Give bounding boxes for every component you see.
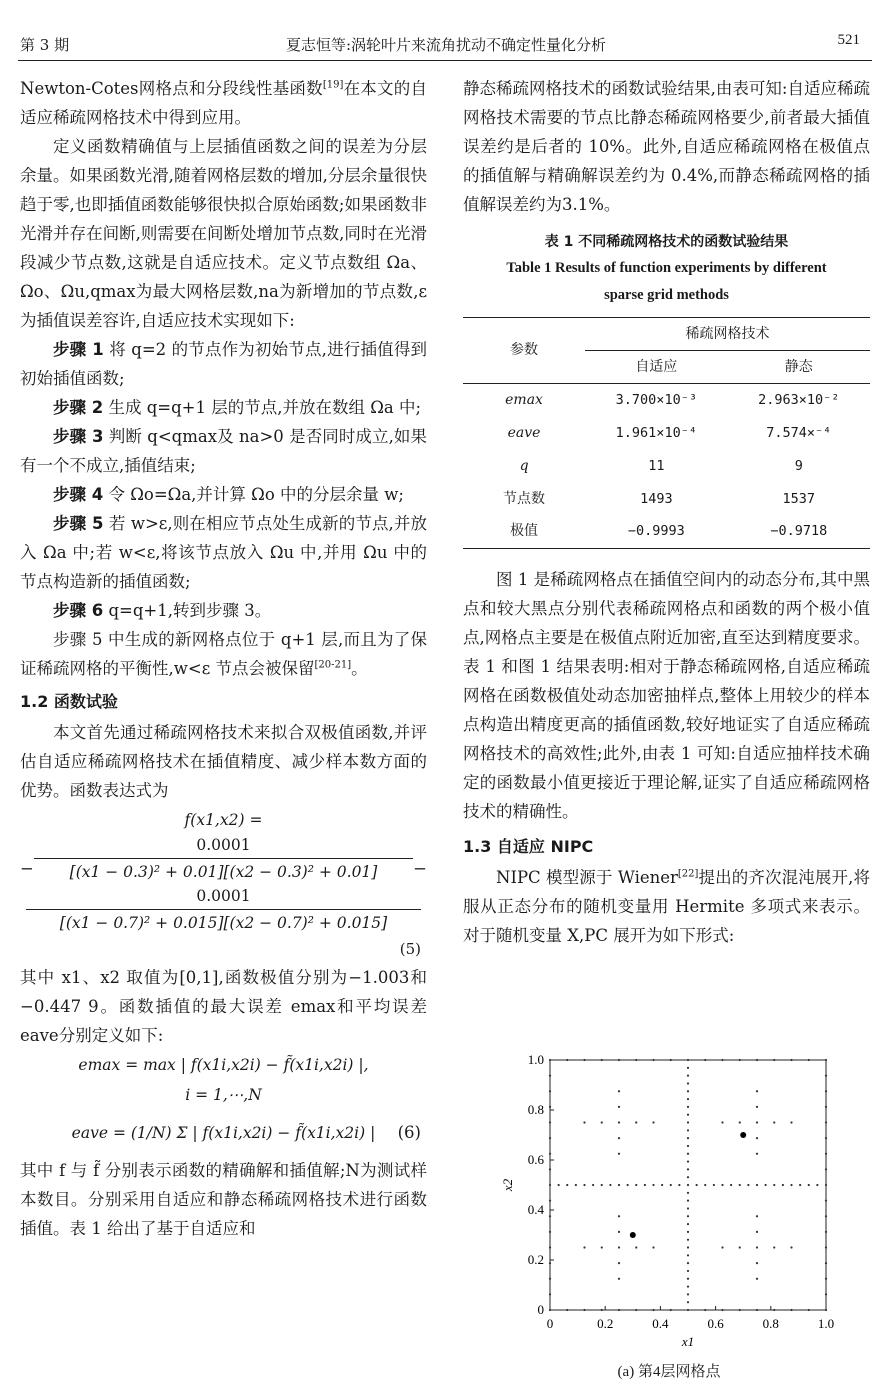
grid-point bbox=[670, 1184, 672, 1186]
grid-point bbox=[583, 1309, 585, 1311]
grid-point bbox=[687, 1246, 689, 1248]
minimum-point bbox=[630, 1232, 636, 1238]
grid-point bbox=[627, 1184, 629, 1186]
grid-point bbox=[730, 1184, 732, 1186]
grid-point bbox=[566, 1184, 568, 1186]
grid-point bbox=[739, 1246, 741, 1248]
grid-point bbox=[713, 1184, 715, 1186]
grid-point bbox=[618, 1121, 620, 1123]
grid-point bbox=[635, 1059, 637, 1061]
grid-point bbox=[756, 1184, 758, 1186]
grid-point bbox=[721, 1246, 723, 1248]
section-heading: 1.3 自适应 NIPC bbox=[463, 837, 594, 856]
grid-point bbox=[704, 1309, 706, 1311]
grid-point bbox=[549, 1278, 551, 1280]
grid-point bbox=[583, 1121, 585, 1123]
paragraph: 图 1 是稀疏网格点在插值空间内的动态分布,其中黑点和较大黑点分别代表稀疏网格点和函数的两个极小值点,网格点主要是在极值点附近加密,直至达到精度要求。表 1 和图 1 结果表明:相对于静态稀疏网格,自适应稀疏网格在函数极值处动态加密抽样点,整体上用较少的样本点构造出精度更高的插值函数,较好地证实了自适应稀疏网格技术的高效性;此外,由表 1 可知:自适应抽样技术确定的函数最小值更接近于理论解,证实了自适应稀疏网格技术的精确性。 bbox=[463, 570, 870, 821]
grid-point bbox=[825, 1309, 827, 1311]
issue-label: 第 3 期 bbox=[20, 36, 70, 54]
table-cell: 1493 bbox=[640, 490, 673, 507]
grid-point bbox=[825, 1059, 827, 1061]
paragraph: 定义函数精确值与上层插值函数之间的误差为分层余量。如果函数光滑,随着网格层数的增加,分层余量很快趋于零,也即插值函数能够很快拟合原始函数;如果函数非光滑并存在间断,则需要在间断处增加节点数,同时在光滑段减少节点数,这就是自适应技术。定义节点数组 Ωa、Ωo、Ωu,qmax为最大网格层数,na为新增加的节点数,ε 为插值误差容许,自适应技术实现如下: bbox=[20, 137, 427, 330]
fraction-denominator: [(x1 − 0.7)² + 0.015][(x2 − 0.7)² + 0.015] bbox=[59, 914, 388, 932]
table-cell: 9 bbox=[794, 457, 803, 474]
grid-point bbox=[652, 1059, 654, 1061]
equation-number: (6) bbox=[397, 1123, 421, 1142]
grid-point bbox=[687, 1262, 689, 1264]
grid-point bbox=[549, 1059, 551, 1061]
grid-point bbox=[687, 1168, 689, 1170]
grid-point bbox=[601, 1059, 603, 1061]
grid-point bbox=[601, 1121, 603, 1123]
grid-point bbox=[652, 1246, 654, 1248]
table-row bbox=[463, 450, 870, 483]
grid-point bbox=[756, 1153, 758, 1155]
grid-point bbox=[549, 1121, 551, 1123]
grid-point bbox=[618, 1231, 620, 1233]
grid-point bbox=[825, 1075, 827, 1077]
grid-point bbox=[549, 1153, 551, 1155]
text: 。 bbox=[351, 659, 368, 678]
grid-point bbox=[721, 1184, 723, 1186]
grid-point bbox=[635, 1309, 637, 1311]
table-cell: 极值 bbox=[463, 516, 585, 549]
table-caption-cn: 表 1 不同稀疏网格技术的函数试验结果 bbox=[544, 234, 789, 250]
grid-point bbox=[618, 1246, 620, 1248]
fraction-numerator: 0.0001 bbox=[196, 836, 251, 854]
step-1 bbox=[20, 335, 427, 393]
fraction-denominator: [(x1 − 0.3)² + 0.01][(x2 − 0.3)² + 0.01] bbox=[69, 863, 378, 881]
grid-point bbox=[773, 1121, 775, 1123]
grid-point bbox=[601, 1246, 603, 1248]
page-number: 521 bbox=[837, 32, 860, 48]
grid-point bbox=[825, 1200, 827, 1202]
grid-point bbox=[618, 1106, 620, 1108]
grid-point bbox=[661, 1184, 663, 1186]
table-cell: q bbox=[519, 457, 529, 474]
table-caption-en: sparse grid methods bbox=[604, 287, 729, 303]
grid-point bbox=[618, 1309, 620, 1311]
grid-point bbox=[825, 1293, 827, 1295]
grid-point bbox=[549, 1262, 551, 1264]
grid-point bbox=[687, 1285, 689, 1287]
table-cell: −0.9993 bbox=[585, 516, 727, 549]
grid-point bbox=[790, 1059, 792, 1061]
grid-point bbox=[618, 1090, 620, 1092]
grid-point bbox=[687, 1192, 689, 1194]
grid-point bbox=[773, 1246, 775, 1248]
grid-point bbox=[558, 1184, 560, 1186]
grid-point bbox=[687, 1137, 689, 1139]
grid-point bbox=[549, 1293, 551, 1295]
grid-point bbox=[756, 1059, 758, 1061]
grid-point bbox=[721, 1121, 723, 1123]
grid-point bbox=[756, 1215, 758, 1217]
right-column bbox=[463, 74, 870, 950]
grid-point bbox=[635, 1121, 637, 1123]
grid-point bbox=[687, 1270, 689, 1272]
grid-point bbox=[687, 1176, 689, 1178]
grid-point bbox=[747, 1184, 749, 1186]
sparse-grid-figure bbox=[494, 1046, 844, 1386]
table-cell: 1.961×10⁻⁴ bbox=[615, 424, 697, 441]
grid-point bbox=[721, 1059, 723, 1061]
page-header bbox=[20, 28, 872, 60]
grid-point bbox=[549, 1215, 551, 1217]
grid-point bbox=[756, 1231, 758, 1233]
y-tick-label: 0.8 bbox=[527, 1102, 544, 1117]
table-header-adaptive: 自适应 bbox=[585, 351, 727, 384]
step-text: q=q+1,转到步骤 3。 bbox=[108, 601, 272, 620]
grid-point bbox=[549, 1200, 551, 1202]
step-text: 令 Ωo=Ωa,并计算 Ωo 中的分层余量 w; bbox=[108, 485, 404, 504]
figure-caption: (a) 第4层网格点 bbox=[617, 1364, 721, 1380]
grid-point bbox=[739, 1121, 741, 1123]
grid-point bbox=[825, 1137, 827, 1139]
text: 步骤 5 中生成的新网格点位于 q+1 层,而且为了保证稀疏网格的平衡性,w<ε 节点会被保留 bbox=[20, 630, 427, 678]
x-tick-label: 0.8 bbox=[762, 1316, 779, 1331]
paragraph: 其中 f 与 f̃ 分别表示函数的精确解和插值解;N为测试样本数目。分别采用自适应和静态稀疏网格技术进行函数插值。表 1 给出了基于自适应和 bbox=[20, 1161, 427, 1238]
equation-lhs: f(x1,x2) = bbox=[184, 811, 263, 829]
grid-point bbox=[825, 1106, 827, 1108]
grid-point bbox=[644, 1184, 646, 1186]
grid-point bbox=[566, 1309, 568, 1311]
grid-point bbox=[808, 1309, 810, 1311]
step-text: 若 w>ε,则在相应节点处生成新的节点,并放入 Ωa 中;若 w<ε,将该节点放入 Ωu 中,并用 Ωu 中的节点构造新的插值函数; bbox=[20, 514, 428, 591]
grid-point bbox=[765, 1184, 767, 1186]
section-heading: 1.2 函数试验 bbox=[20, 692, 118, 711]
grid-point bbox=[678, 1184, 680, 1186]
grid-point bbox=[756, 1121, 758, 1123]
step-label: 步骤 2 bbox=[53, 398, 104, 417]
grid-point bbox=[790, 1246, 792, 1248]
running-title: 夏志恒等:涡轮叶片来流角扰动不确定性量化分析 bbox=[285, 36, 607, 54]
step-label: 步骤 4 bbox=[53, 485, 104, 504]
y-axis-label: x2 bbox=[500, 1178, 515, 1192]
grid-point bbox=[583, 1059, 585, 1061]
left-column bbox=[20, 74, 427, 1243]
x-tick-label: 0.4 bbox=[652, 1316, 669, 1331]
grid-point bbox=[756, 1137, 758, 1139]
text: 提出的齐次混沌展开,将服从正态分布的随机变量用 Hermite 多项式来表示。对于随机变量 X,PC 展开为如下形式: bbox=[463, 868, 870, 945]
grid-point bbox=[687, 1207, 689, 1209]
grid-point bbox=[618, 1278, 620, 1280]
grid-point bbox=[825, 1121, 827, 1123]
grid-point bbox=[756, 1106, 758, 1108]
step-label: 步骤 1 bbox=[53, 340, 104, 359]
grid-point bbox=[773, 1059, 775, 1061]
grid-point bbox=[652, 1121, 654, 1123]
step-4 bbox=[20, 480, 427, 509]
table-header-group: 稀疏网格技术 bbox=[585, 318, 870, 351]
grid-point bbox=[825, 1215, 827, 1217]
citation: [20-21] bbox=[314, 659, 352, 671]
grid-point bbox=[756, 1309, 758, 1311]
table-cell: 1537 bbox=[782, 490, 816, 507]
fraction-numerator: 0.0001 bbox=[196, 887, 251, 905]
citation: [19] bbox=[322, 79, 344, 91]
grid-point bbox=[687, 1278, 689, 1280]
equation-6 bbox=[20, 1050, 427, 1156]
grid-point bbox=[652, 1184, 654, 1186]
grid-point bbox=[825, 1278, 827, 1280]
grid-point bbox=[687, 1059, 689, 1061]
grid-point bbox=[756, 1262, 758, 1264]
results-table bbox=[463, 317, 870, 549]
grid-point bbox=[782, 1184, 784, 1186]
paragraph bbox=[20, 625, 427, 683]
table-row bbox=[463, 516, 870, 549]
grid-point bbox=[670, 1059, 672, 1061]
grid-point bbox=[687, 1090, 689, 1092]
grid-point bbox=[687, 1106, 689, 1108]
grid-point bbox=[549, 1075, 551, 1077]
grid-point bbox=[618, 1153, 620, 1155]
header-rule bbox=[18, 60, 872, 61]
paragraph bbox=[20, 74, 427, 132]
step-label: 步骤 6 bbox=[53, 601, 104, 620]
sparse-grid-plot bbox=[494, 1046, 844, 1358]
table-cell: 节点数 bbox=[503, 490, 546, 507]
grid-point bbox=[549, 1168, 551, 1170]
grid-point bbox=[825, 1153, 827, 1155]
grid-point bbox=[739, 1059, 741, 1061]
grid-point bbox=[773, 1309, 775, 1311]
grid-point bbox=[721, 1309, 723, 1311]
grid-point bbox=[687, 1231, 689, 1233]
grid-point bbox=[635, 1184, 637, 1186]
table-header-static: 静态 bbox=[728, 351, 870, 384]
grid-point bbox=[583, 1184, 585, 1186]
grid-point bbox=[549, 1231, 551, 1233]
table-cell: −0.9718 bbox=[728, 516, 870, 549]
step-6 bbox=[20, 596, 427, 625]
grid-point bbox=[696, 1184, 698, 1186]
grid-point bbox=[704, 1184, 706, 1186]
grid-point bbox=[601, 1309, 603, 1311]
grid-point bbox=[756, 1246, 758, 1248]
paragraph: 其中 x1、x2 取值为[0,1],函数极值分别为−1.003和−0.447 9。函数插值的最大误差 emax和平均误差 eave分别定义如下: bbox=[20, 968, 427, 1045]
grid-point bbox=[704, 1059, 706, 1061]
grid-point bbox=[825, 1168, 827, 1170]
grid-point bbox=[687, 1129, 689, 1131]
grid-point bbox=[687, 1082, 689, 1084]
grid-point bbox=[687, 1215, 689, 1217]
grid-point bbox=[652, 1309, 654, 1311]
grid-point bbox=[592, 1184, 594, 1186]
grid-point bbox=[618, 1215, 620, 1217]
y-tick-label: 0 bbox=[537, 1302, 544, 1317]
grid-point bbox=[687, 1067, 689, 1069]
table-cell: eave bbox=[507, 424, 541, 441]
grid-point bbox=[687, 1153, 689, 1155]
grid-point bbox=[687, 1160, 689, 1162]
equation-line: i = 1,⋯,N bbox=[185, 1086, 262, 1104]
y-tick-label: 0.2 bbox=[527, 1252, 544, 1267]
equation-5: f(x1,x2) = − 0.0001 [(x1 − 0.3)² + 0.01][(x2 − 0.3)² + 0.01] − 0.0001 [(x1 − 0.7)² + 0.015][(x2 − 0.7)² + 0.015] (5) bbox=[20, 807, 427, 963]
paragraph: 静态稀疏网格技术的函数试验结果,由表可知:自适应稀疏网格技术需要的节点比静态稀疏网格要少,前者最大插值误差约是后者的 10%。此外,自适应稀疏网格在极值点的插值解与精确解误差约为 0.4%,而静态稀疏网格的插值解误差约为3.1%。 bbox=[463, 79, 870, 214]
grid-point bbox=[549, 1090, 551, 1092]
step-3 bbox=[20, 422, 427, 480]
grid-point bbox=[687, 1301, 689, 1303]
text: Newton-Cotes网格点和分段线性基函数 bbox=[20, 79, 323, 98]
step-text: 将 q=2 的节点作为初始节点,进行插值得到初始插值函数; bbox=[20, 340, 427, 388]
step-text: 判断 q<qmax及 na>0 是否同时成立,如果有一个不成立,插值结束; bbox=[20, 427, 427, 475]
citation: [22] bbox=[677, 868, 699, 880]
grid-point bbox=[618, 1184, 620, 1186]
grid-point bbox=[825, 1246, 827, 1248]
table-header-param: 参数 bbox=[463, 318, 585, 384]
y-tick-label: 0.6 bbox=[527, 1152, 544, 1167]
x-tick-label: 0.6 bbox=[707, 1316, 724, 1331]
equation-line: eave = (1/N) Σ | f(x1i,x2i) − f̃(x1i,x2i) | bbox=[71, 1124, 376, 1142]
minimum-point bbox=[740, 1132, 746, 1138]
grid-point bbox=[799, 1184, 801, 1186]
grid-point bbox=[687, 1114, 689, 1116]
table-cell: 7.574×⁻⁴ bbox=[766, 424, 832, 441]
x-tick-label: 1.0 bbox=[817, 1316, 835, 1331]
grid-point bbox=[687, 1254, 689, 1256]
paragraph bbox=[463, 863, 870, 950]
grid-point bbox=[618, 1137, 620, 1139]
paragraph: 本文首先通过稀疏网格技术来拟合双极值函数,并评估自适应稀疏网格技术在插值精度、减少样本数方面的优势。函数表达式为 bbox=[20, 723, 427, 800]
step-label: 步骤 5 bbox=[53, 514, 104, 533]
grid-point bbox=[618, 1262, 620, 1264]
grid-point bbox=[609, 1184, 611, 1186]
grid-point bbox=[618, 1059, 620, 1061]
grid-point bbox=[739, 1184, 741, 1186]
grid-point bbox=[670, 1309, 672, 1311]
grid-point bbox=[790, 1121, 792, 1123]
grid-point bbox=[687, 1098, 689, 1100]
y-tick-label: 1.0 bbox=[527, 1052, 544, 1067]
grid-point bbox=[790, 1184, 792, 1186]
equation-line: emax = max | f(x1i,x2i) − f̃(x1i,x2i) |, bbox=[78, 1056, 369, 1074]
text: 在本文的自适应稀疏网格技术中得到应用。 bbox=[20, 79, 428, 127]
grid-point bbox=[808, 1184, 810, 1186]
grid-point bbox=[687, 1121, 689, 1123]
table-cell: emax bbox=[505, 391, 543, 408]
grid-point bbox=[756, 1090, 758, 1092]
grid-point bbox=[816, 1184, 818, 1186]
grid-point bbox=[739, 1309, 741, 1311]
text: NIPC 模型源于 Wiener bbox=[496, 868, 678, 887]
step-label: 步骤 3 bbox=[53, 427, 104, 446]
grid-point bbox=[687, 1075, 689, 1077]
step-5 bbox=[20, 509, 427, 596]
grid-point bbox=[549, 1184, 551, 1186]
grid-point bbox=[687, 1309, 689, 1311]
x-tick-label: 0.2 bbox=[597, 1316, 614, 1331]
step-text: 生成 q=q+1 层的节点,并放在数组 Ωa 中; bbox=[108, 398, 422, 417]
grid-point bbox=[549, 1309, 551, 1311]
grid-point bbox=[687, 1223, 689, 1225]
grid-point bbox=[825, 1262, 827, 1264]
grid-point bbox=[808, 1059, 810, 1061]
grid-point bbox=[566, 1059, 568, 1061]
x-tick-label: 0 bbox=[546, 1316, 554, 1331]
grid-point bbox=[825, 1231, 827, 1233]
table-caption-en: Table 1 Results of function experiments by different bbox=[506, 260, 827, 276]
grid-point bbox=[790, 1309, 792, 1311]
grid-point bbox=[575, 1184, 577, 1186]
table-row bbox=[463, 417, 870, 450]
y-tick-label: 0.4 bbox=[527, 1202, 544, 1217]
table-row bbox=[463, 384, 870, 417]
grid-point bbox=[549, 1137, 551, 1139]
grid-point bbox=[825, 1184, 827, 1186]
grid-point bbox=[687, 1200, 689, 1202]
grid-point bbox=[549, 1246, 551, 1248]
grid-point bbox=[549, 1106, 551, 1108]
step-2 bbox=[20, 393, 427, 422]
x-axis-label: x1 bbox=[681, 1334, 695, 1349]
grid-point bbox=[687, 1184, 689, 1186]
grid-point bbox=[687, 1293, 689, 1295]
grid-point bbox=[583, 1246, 585, 1248]
grid-point bbox=[756, 1278, 758, 1280]
table-cell: 2.963×10⁻² bbox=[758, 391, 840, 408]
grid-point bbox=[635, 1246, 637, 1248]
table-cell: 3.700×10⁻³ bbox=[615, 391, 697, 408]
equation-number: (5) bbox=[399, 940, 421, 958]
table-row bbox=[463, 483, 870, 516]
grid-point bbox=[825, 1090, 827, 1092]
grid-point bbox=[773, 1184, 775, 1186]
grid-point bbox=[687, 1239, 689, 1241]
table-cell: 11 bbox=[648, 457, 665, 474]
grid-point bbox=[601, 1184, 603, 1186]
grid-point bbox=[687, 1145, 689, 1147]
